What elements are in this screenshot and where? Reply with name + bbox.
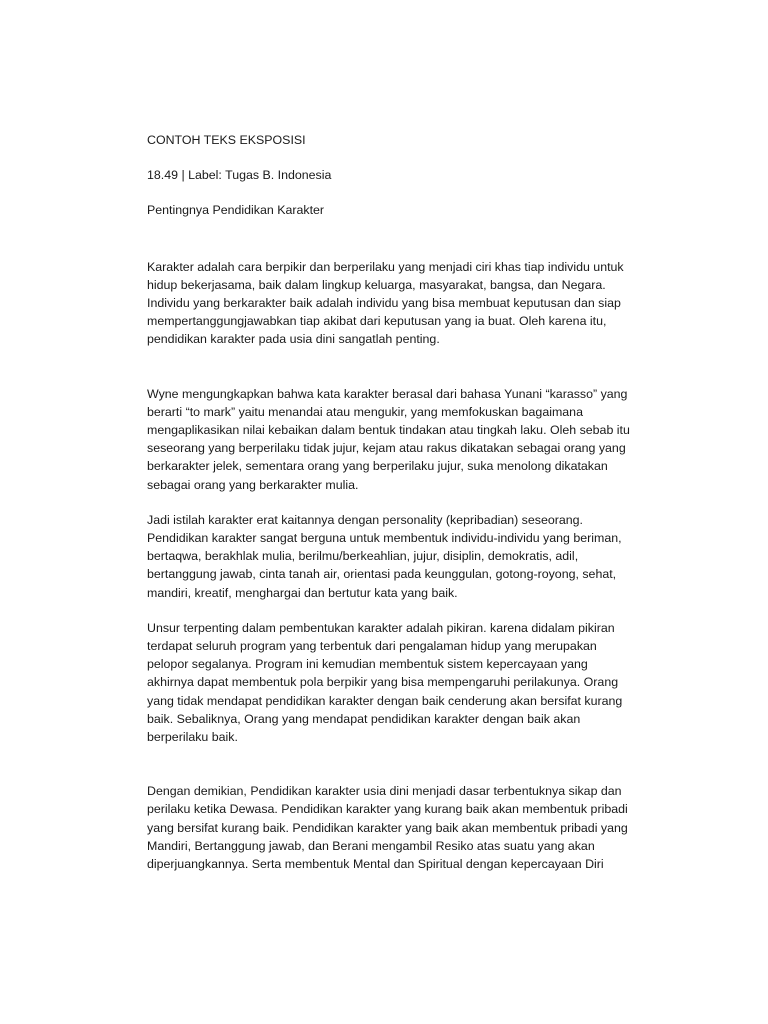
spacer: [147, 494, 667, 511]
paragraph-line: seseorang yang berperilaku tidak jujur, kejam atau rakus dikatakan sebagai orang yang: [147, 441, 626, 456]
paragraph-3: [147, 511, 667, 602]
paragraph-line: sebagai orang yang berkarakter mulia.: [147, 477, 359, 492]
paragraph-line: Individu yang berkarakter baik adalah individu yang bisa membuat keputusan dan siap: [147, 295, 621, 310]
paragraph-line: Karakter adalah cara berpikir dan berperilaku yang menjadi ciri khas tiap individu untuk: [147, 259, 624, 274]
spacer: [147, 149, 667, 166]
paragraph-line: Unsur terpenting dalam pembentukan karakter adalah pikiran. karena didalam pikiran: [147, 620, 615, 635]
paragraph-2: [147, 385, 667, 494]
paragraph-line: Dengan demikian, Pendidikan karakter usia dini menjadi dasar terbentuknya sikap dan: [147, 784, 622, 799]
paragraph-line: terdapat seluruh program yang terbentuk dari pengalaman hidup yang merupakan: [147, 639, 597, 654]
paragraph-line: perilaku ketika Dewasa. Pendidikan karakter yang kurang baik akan membentuk pribadi: [147, 802, 628, 817]
spacer: [147, 184, 667, 201]
paragraph-line: hidup bekerjasama, baik dalam lingkup keluarga, masyarakat, bangsa, dan Negara.: [147, 277, 606, 292]
spacer: [147, 349, 667, 385]
paragraph-line: Mandiri, Bertanggung jawab, dan Berani mengambil Resiko atas suatu yang akan: [147, 838, 595, 853]
paragraph-line: Pendidikan karakter sangat berguna untuk membentuk individu-individu yang beriman,: [147, 531, 622, 545]
paragraph-line: Wyne mengungkapkan bahwa kata karakter berasal dari bahasa Yunani “karasso” yang: [147, 386, 628, 401]
article-title: Pentingnya Pendidikan Karakter: [147, 203, 325, 218]
paragraph-line: pendidikan karakter pada usia dini sangatlah penting.: [147, 332, 440, 347]
document-body: [147, 131, 667, 873]
paragraph-line: baik. Sebaliknya, Orang yang mendapat pendidikan karakter dengan baik akan: [147, 711, 581, 726]
paragraph-line: berperilaku baik.: [147, 730, 238, 745]
paragraph-line: diperjuangkannya. Serta membentuk Mental dan Spiritual dengan kepercayaan Diri: [147, 857, 604, 872]
paragraph-line: bertaqwa, berakhlak mulia, berilmu/berkeahlian, jujur, disiplin, demokratis, adil,: [147, 549, 579, 564]
spacer: [147, 746, 667, 782]
paragraph-line: berkarakter jelek, sementara orang yang berperilaku jujur, suka menolong dikatakan: [147, 459, 608, 474]
paragraph-line: pelopor segalanya. Program ini kemudian membentuk sistem kepercayaan yang: [147, 657, 588, 672]
post-meta: 18.49 | Label: Tugas B. Indonesia: [147, 168, 332, 183]
paragraph-line: bertanggung jawab, cinta tanah air, orientasi pada keunggulan, gotong-royong, sehat,: [147, 567, 617, 582]
paragraph-1: [147, 258, 667, 349]
paragraph-line: Jadi istilah karakter erat kaitannya dengan personality (kepribadian) seseorang.: [147, 512, 583, 527]
document-heading: CONTOH TEKS EKSPOSISI: [147, 133, 306, 147]
paragraph-line: akhirnya dapat membentuk pola berpikir yang bisa mempengaruhi perilakunya. Orang: [147, 675, 619, 690]
paragraph-line: yang tidak mendapat pendidikan karakter dengan baik cenderung akan bersifat kurang: [147, 693, 623, 708]
paragraph-4: [147, 619, 667, 746]
paragraph-line: berarti “to mark” yaitu menandai atau mengukir, yang memfokuskan bagaimana: [147, 404, 583, 419]
spacer: [147, 602, 667, 619]
paragraph-line: mempertanggungjawabkan tiap akibat dari keputusan yang ia buat. Oleh karena itu,: [147, 314, 607, 329]
paragraph-line: mengaplikasikan nilai kebaikan dalam bentuk tindakan atau tingkah laku. Oleh sebab itu: [147, 422, 630, 437]
paragraph-5: [147, 782, 667, 873]
spacer: [147, 220, 667, 258]
paragraph-line: yang bersifat kurang baik. Pendidikan karakter yang baik akan membentuk pribadi yang: [147, 820, 628, 835]
paragraph-line: mandiri, kreatif, menghargai dan bertutur kata yang baik.: [147, 585, 458, 600]
